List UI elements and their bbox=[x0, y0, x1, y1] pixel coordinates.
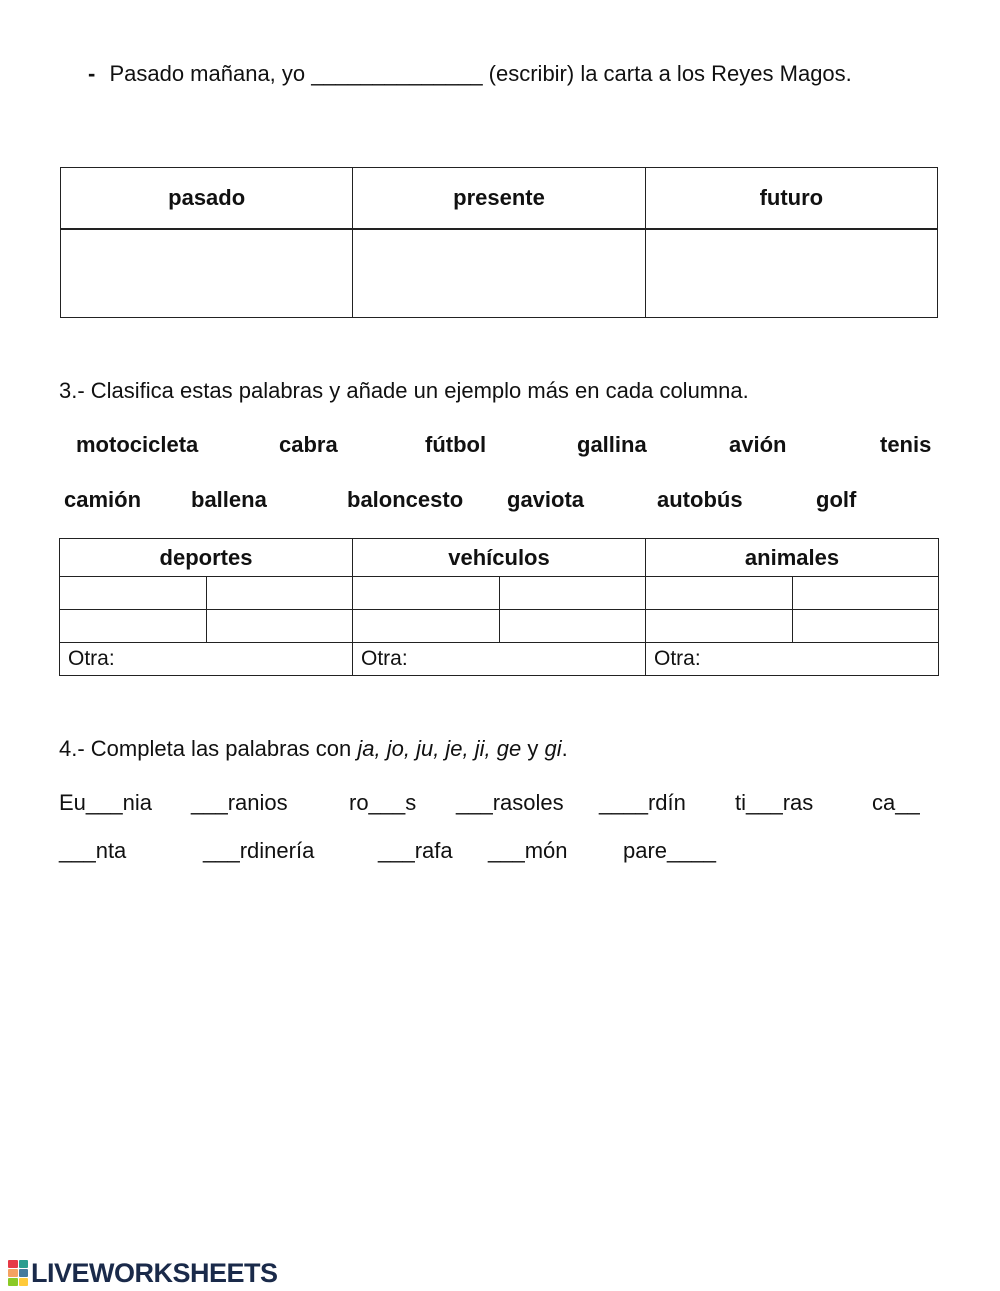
liveworksheets-logo[interactable] bbox=[8, 1257, 278, 1289]
instruction-prefix: 4.- Completa las palabras con bbox=[59, 736, 358, 761]
exercise3-instruction: 3.- Clasifica estas palabras y añade un ejemplo más en cada columna. bbox=[59, 378, 749, 403]
fill-word-9[interactable]: ___rdinería bbox=[203, 838, 315, 863]
logo-square bbox=[19, 1260, 29, 1268]
fill-word-12[interactable]: pare____ bbox=[623, 838, 716, 863]
class-cell[interactable] bbox=[353, 577, 500, 610]
class-cell[interactable] bbox=[60, 610, 207, 643]
tense-cell-future[interactable] bbox=[645, 229, 937, 318]
word-autobus: autobús bbox=[657, 487, 743, 512]
fill-word-6[interactable]: ti___ras bbox=[735, 790, 814, 815]
tense-table bbox=[60, 167, 938, 318]
word-tenis: tenis bbox=[880, 432, 932, 457]
logo-square bbox=[8, 1269, 18, 1277]
table-row bbox=[60, 577, 939, 610]
sentence-text: Pasado mañana, yo ______________ (escribir) la carta a los Reyes Magos. bbox=[109, 61, 852, 86]
liveworksheets-logo-icon bbox=[8, 1260, 28, 1286]
word-cabra: cabra bbox=[279, 432, 338, 457]
fill-word-5[interactable]: ____rdín bbox=[599, 790, 686, 815]
class-cell[interactable] bbox=[792, 610, 939, 643]
fill-word-2[interactable]: ___ranios bbox=[191, 790, 288, 815]
class-cell[interactable] bbox=[206, 610, 353, 643]
word-golf: golf bbox=[816, 487, 857, 512]
class-cell[interactable] bbox=[353, 610, 500, 643]
word-ballena: ballena bbox=[191, 487, 267, 512]
table-row bbox=[60, 610, 939, 643]
fill-word-7[interactable]: ca__ bbox=[872, 790, 920, 815]
fill-word-11[interactable]: ___món bbox=[488, 838, 568, 863]
fill-word-4[interactable]: ___rasoles bbox=[456, 790, 564, 815]
exercise4-instruction bbox=[59, 735, 568, 763]
class-cell[interactable] bbox=[646, 610, 793, 643]
sentence-line bbox=[88, 60, 852, 88]
otra-vehiculos[interactable]: Otra: bbox=[353, 643, 646, 676]
class-cell[interactable] bbox=[646, 577, 793, 610]
class-header-animales: animales bbox=[646, 539, 939, 577]
class-cell[interactable] bbox=[206, 577, 353, 610]
word-camion: camión bbox=[64, 487, 142, 512]
fill-word-3[interactable]: ro___s bbox=[349, 790, 417, 815]
word-gallina: gallina bbox=[577, 432, 647, 457]
class-cell[interactable] bbox=[60, 577, 207, 610]
word-avion: avión bbox=[729, 432, 787, 457]
liveworksheets-brand: LIVEWORKSHEETS bbox=[31, 1257, 278, 1288]
instruction-y: y bbox=[521, 736, 545, 761]
word-baloncesto: baloncesto bbox=[347, 487, 464, 512]
fill-word-10[interactable]: ___rafa bbox=[378, 838, 453, 863]
tense-header-past: pasado bbox=[61, 168, 353, 230]
logo-square bbox=[19, 1278, 29, 1286]
word-motocicleta: motocicleta bbox=[76, 432, 199, 457]
class-header-deportes: deportes bbox=[60, 539, 353, 577]
word-futbol: fútbol bbox=[425, 432, 487, 457]
tense-header-present: presente bbox=[353, 168, 645, 230]
tense-cell-present[interactable] bbox=[353, 229, 645, 318]
class-cell[interactable] bbox=[499, 577, 646, 610]
fill-word-1[interactable]: Eu___nia bbox=[59, 790, 152, 815]
class-cell[interactable] bbox=[499, 610, 646, 643]
fill-word-8[interactable]: ___nta bbox=[59, 838, 127, 863]
tense-cell-past[interactable] bbox=[61, 229, 353, 318]
word-gaviota: gaviota bbox=[507, 487, 585, 512]
class-cell[interactable] bbox=[792, 577, 939, 610]
logo-square bbox=[8, 1278, 18, 1286]
logo-square bbox=[19, 1269, 29, 1277]
otra-deportes[interactable]: Otra: bbox=[60, 643, 353, 676]
bullet-dash: - bbox=[88, 61, 96, 86]
instruction-end: . bbox=[561, 736, 568, 761]
otra-animales[interactable]: Otra: bbox=[646, 643, 939, 676]
class-header-vehiculos: vehículos bbox=[353, 539, 646, 577]
table-row bbox=[60, 643, 939, 676]
classification-table bbox=[59, 538, 939, 676]
instruction-syllables: ja, jo, ju, je, ji, ge bbox=[357, 736, 522, 761]
logo-square bbox=[8, 1260, 18, 1268]
instruction-last-syllable: gi bbox=[544, 736, 562, 761]
tense-header-future: futuro bbox=[645, 168, 937, 230]
